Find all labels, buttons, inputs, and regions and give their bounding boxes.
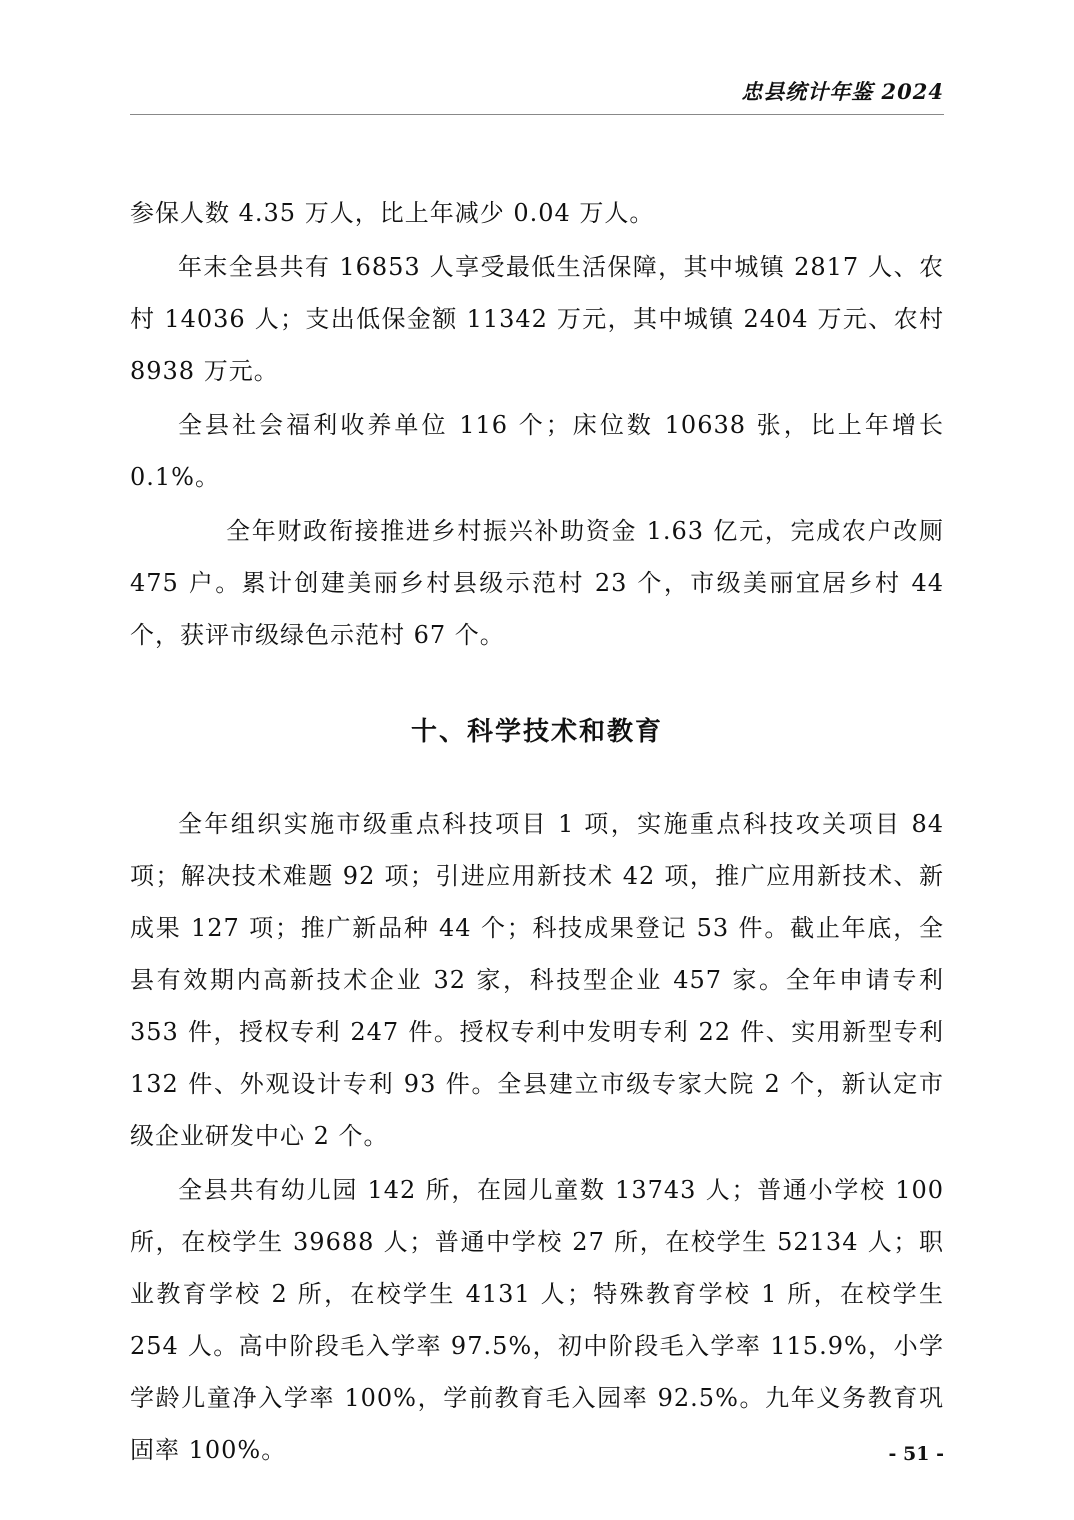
page-number: - 51 -	[888, 1443, 944, 1465]
paragraph-science-technology: 全年组织实施市级重点科技项目 1 项，实施重点科技攻关项目 84 项；解决技术难题 92 项；引进应用新技术 42 项，推广应用新技术、新成果 127 项；推广新品种 44 个；科技成果登记 53 件。截止年底，全县有效期内高新技术企业 32 家，科技型企业 457 家。全年申请专利 353 件，授权专利 247 件。授权专利中发明专利 22 件、实用新型专利 132 件、外观设计专利 93 件。全县建立市级专家大院 2 个，新认定市级企业研发中心 2 个。	[130, 810, 944, 1150]
running-header-title: 忠县统计年鉴 2024	[741, 79, 944, 104]
paragraph-rural-revitalization: 全年财政衔接推进乡村振兴补助资金 1.63 亿元，完成农户改厕 475 户。累计创建美丽乡村县级示范村 23 个，市级美丽宜居乡村 44 个，获评市级绿色示范村 67 个。	[130, 517, 944, 649]
paragraph-insurance-continuation: 参保人数 4.35 万人，比上年减少 0.04 万人。	[130, 199, 655, 227]
paragraph-social-welfare: 全县社会福利收养单位 116 个；床位数 10638 张，比上年增长 0.1%。	[130, 411, 944, 491]
section-heading-science-education: 十、科学技术和教育	[410, 717, 663, 747]
paragraph-education: 全县共有幼儿园 142 所，在园儿童数 13743 人；普通小学校 100 所，在校学生 39688 人；普通中学校 27 所，在校学生 52134 人；职业教育学校 2 所，在校学生 4131 人；特殊教育学校 1 所，在校学生 254 人。高中阶段毛入学率 97.5%，初中阶段毛入学率 115.9%，小学学龄儿童净入学率 100%，学前教育毛入园率 92.5%。九年义务教育巩固率 100%。	[130, 1176, 944, 1464]
header-divider	[130, 114, 944, 115]
document-body	[130, 187, 944, 1478]
paragraph-minimum-living-security: 年末全县共有 16853 人享受最低生活保障，其中城镇 2817 人、农村 14036 人；支出低保金额 11342 万元，其中城镇 2404 万元、农村 8938 万元。	[130, 253, 944, 385]
